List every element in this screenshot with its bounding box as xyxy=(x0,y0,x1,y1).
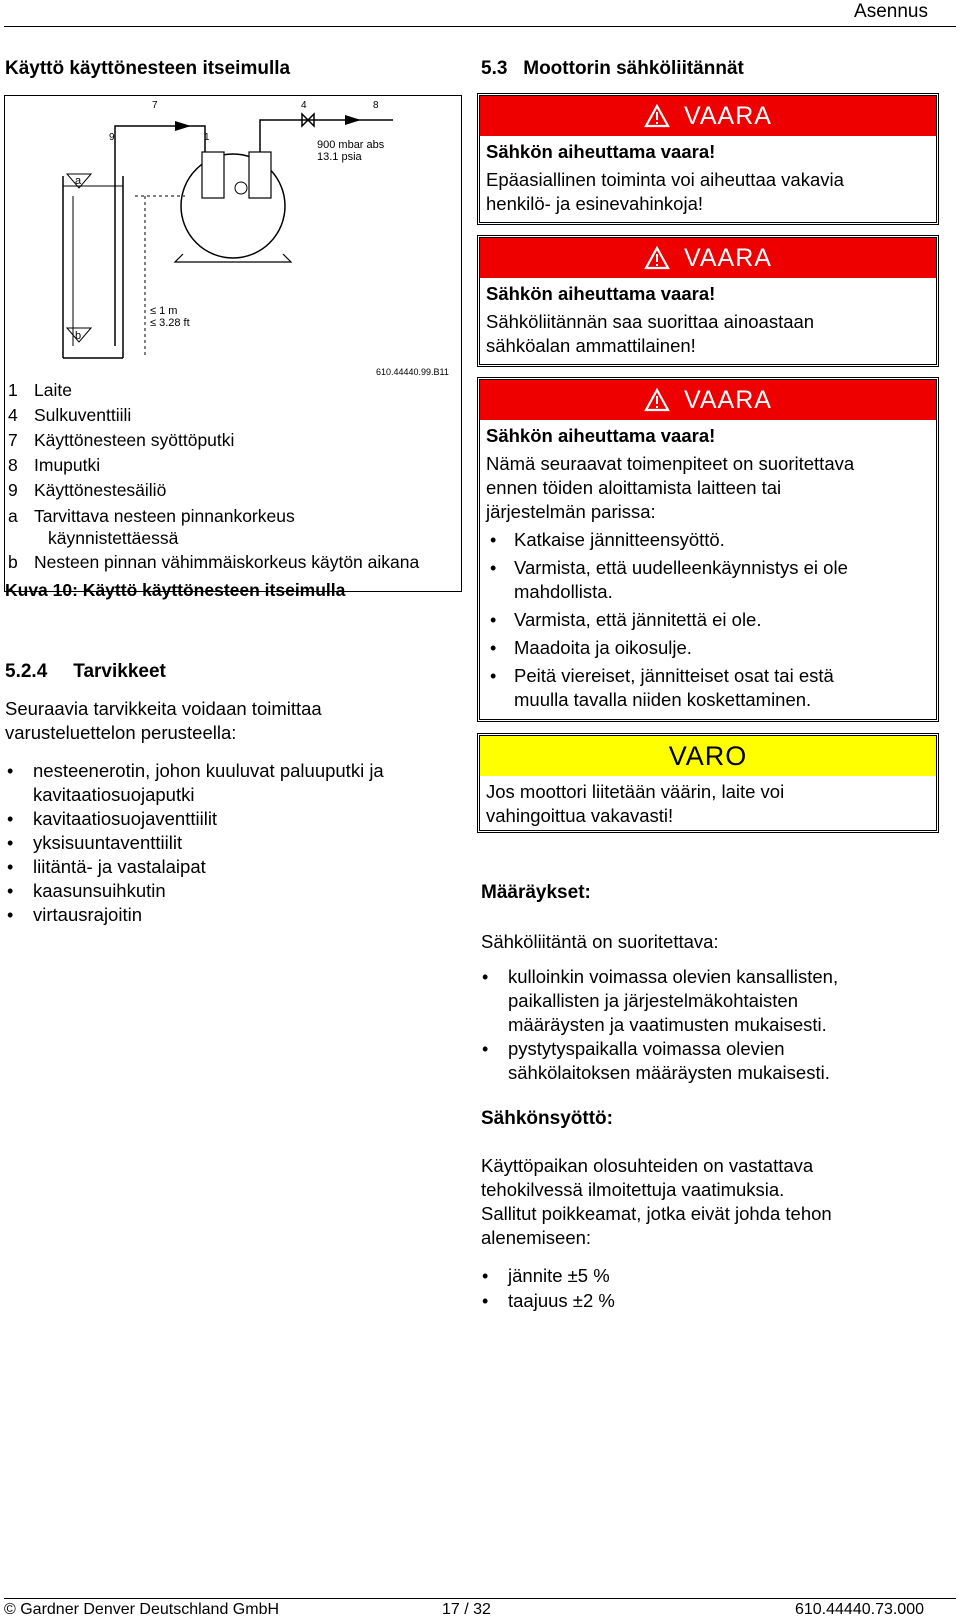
warning-triangle-icon xyxy=(644,104,670,128)
danger-title: Sähkön aiheuttama vaara! xyxy=(486,141,716,162)
power-supply-heading: Sähkönsyöttö: xyxy=(481,1108,613,1129)
section-heading: 5.3 Moottorin sähköliitännät xyxy=(481,58,744,79)
self-priming-diagram xyxy=(5,96,461,376)
list-item: • pystytyspaikalla voimassa olevien sähkölaitoksen määräysten mukaisesti. xyxy=(478,1037,938,1085)
footer-company: © Gardner Denver Deutschland GmbH xyxy=(4,1601,280,1618)
list-item: • Peitä viereiset, jännitteiset osat tai estä muulla tavalla niiden koskettaminen. xyxy=(486,664,930,712)
legend-item: 1 Laite xyxy=(8,380,72,400)
danger-title: Sähkön aiheuttama vaara! xyxy=(486,425,716,446)
danger-title: Sähkön aiheuttama vaara! xyxy=(486,283,716,304)
list-item: • jännite ±5 % xyxy=(478,1264,778,1288)
label-8: 8 xyxy=(373,100,379,111)
power-supply-text: Käyttöpaikan olosuhteiden on vastattava tehokilvessä ilmoitettuja vaatimuksia. Sallitut poikkeamat, jotka eivät johda tehon alenemiseen: xyxy=(481,1155,832,1248)
caution-notice xyxy=(477,733,939,833)
list-item: • virtausrajoitin xyxy=(3,903,458,927)
safety-steps xyxy=(486,528,930,712)
header-rule xyxy=(4,26,956,27)
list-item: • nesteenerotin, johon kuuluvat paluuputki ja kavitaatiosuojaputki xyxy=(3,759,458,807)
level-b-label: b xyxy=(75,330,82,342)
list-item: • liitäntä- ja vastalaipat xyxy=(3,855,458,879)
danger-banner: VAARA xyxy=(480,238,936,278)
height-label-1: ≤ 1 m xyxy=(150,305,178,317)
height-label-2: ≤ 3.28 ft xyxy=(150,317,190,329)
danger-notice xyxy=(477,377,939,722)
legend-item: 9 Käyttönestesäiliö xyxy=(8,480,167,500)
accessories-list xyxy=(3,759,458,927)
pump-nozzle-right xyxy=(249,152,271,198)
list-item: • Maadoita ja oikosulje. xyxy=(486,636,930,660)
tolerance-list xyxy=(478,1264,778,1313)
figure-heading: Käyttö käyttönesteen itseimulla xyxy=(5,58,291,79)
list-item: • taajuus ±2 % xyxy=(478,1289,778,1313)
accessories-intro: Seuraavia tarvikkeita voidaan toimittaa varusteluettelon perusteella: xyxy=(5,698,322,743)
list-item: • Varmista, että uudelleenkäynnistys ei ole mahdollista. xyxy=(486,556,930,604)
footer-doc-number: 610.44440.73.000 xyxy=(794,1601,924,1618)
drawing-reference: 610.44440.99.B11 xyxy=(376,367,449,376)
label-4: 4 xyxy=(301,100,307,111)
regulations-heading: Määräykset: xyxy=(481,882,591,903)
regulations-list xyxy=(478,965,938,1085)
footer-page-number: 17 / 32 xyxy=(442,1601,491,1618)
list-item: • kulloinkin voimassa olevien kansallisten, paikallisten ja järjestelmäkohtaisten määräysten ja vaatimusten mukaisesti. xyxy=(478,965,938,1037)
footer-rule xyxy=(4,1598,956,1599)
label-9: 9 xyxy=(109,132,115,143)
danger-text: Epäasiallinen toiminta voi aiheuttaa vakavia henkilö- ja esinevahinkoja! xyxy=(486,169,844,214)
list-item: • kavitaatiosuojaventtiilit xyxy=(3,807,458,831)
warning-triangle-icon xyxy=(644,246,670,270)
danger-banner: VAARA xyxy=(480,380,936,420)
warning-triangle-icon xyxy=(644,388,670,412)
legend-item: a Tarvittava nesteen pinnankorkeus käynnistettäessä xyxy=(8,506,295,548)
pressure-label-2: 13.1 psia xyxy=(317,151,362,163)
level-a-label: a xyxy=(75,175,82,187)
feed-arrow xyxy=(175,121,191,131)
accessories-heading: 5.2.4 Tarvikkeet xyxy=(5,661,166,682)
pump-nozzle-left xyxy=(202,152,224,198)
legend-item: 7 Käyttönesteen syöttöputki xyxy=(8,430,235,450)
danger-banner: VAARA xyxy=(480,96,936,136)
list-item: • Varmista, että jännitettä ei ole. xyxy=(486,608,930,632)
pressure-label-1: 900 mbar abs xyxy=(317,139,385,151)
label-7: 7 xyxy=(152,100,158,111)
caution-text: Jos moottori liitetään väärin, laite voi vahingoittua vakavasti! xyxy=(486,781,785,826)
danger-notice xyxy=(477,235,939,367)
figure-caption: Kuva 10: Käyttö käyttönesteen itseimulla xyxy=(5,580,346,600)
list-item: • yksisuuntaventtiilit xyxy=(3,831,458,855)
danger-text: Nämä seuraavat toimenpiteet on suoritettava ennen töiden aloittamista laitteen tai järjestelmän parissa: xyxy=(486,453,855,522)
legend-item: 4 Sulkuventtiili xyxy=(8,405,132,425)
regulations-intro: Sähköliitäntä on suoritettava: xyxy=(481,931,719,952)
label-1: 1 xyxy=(204,132,210,143)
list-item: • kaasunsuihkutin xyxy=(3,879,458,903)
caution-banner: VARO xyxy=(480,736,936,776)
legend-item: 8 Imuputki xyxy=(8,455,101,475)
pump-inlet xyxy=(235,182,247,194)
legend-item: b Nesteen pinnan vähimmäiskorkeus käytön aikana xyxy=(8,552,420,572)
running-header: Asennus xyxy=(854,1,928,22)
suction-arrow xyxy=(345,115,361,125)
danger-text: Sähköliitännän saa suorittaa ainoastaan sähköalan ammattilainen! xyxy=(486,311,815,356)
danger-notice xyxy=(477,93,939,225)
list-item: • Katkaise jännitteensyöttö. xyxy=(486,528,930,552)
